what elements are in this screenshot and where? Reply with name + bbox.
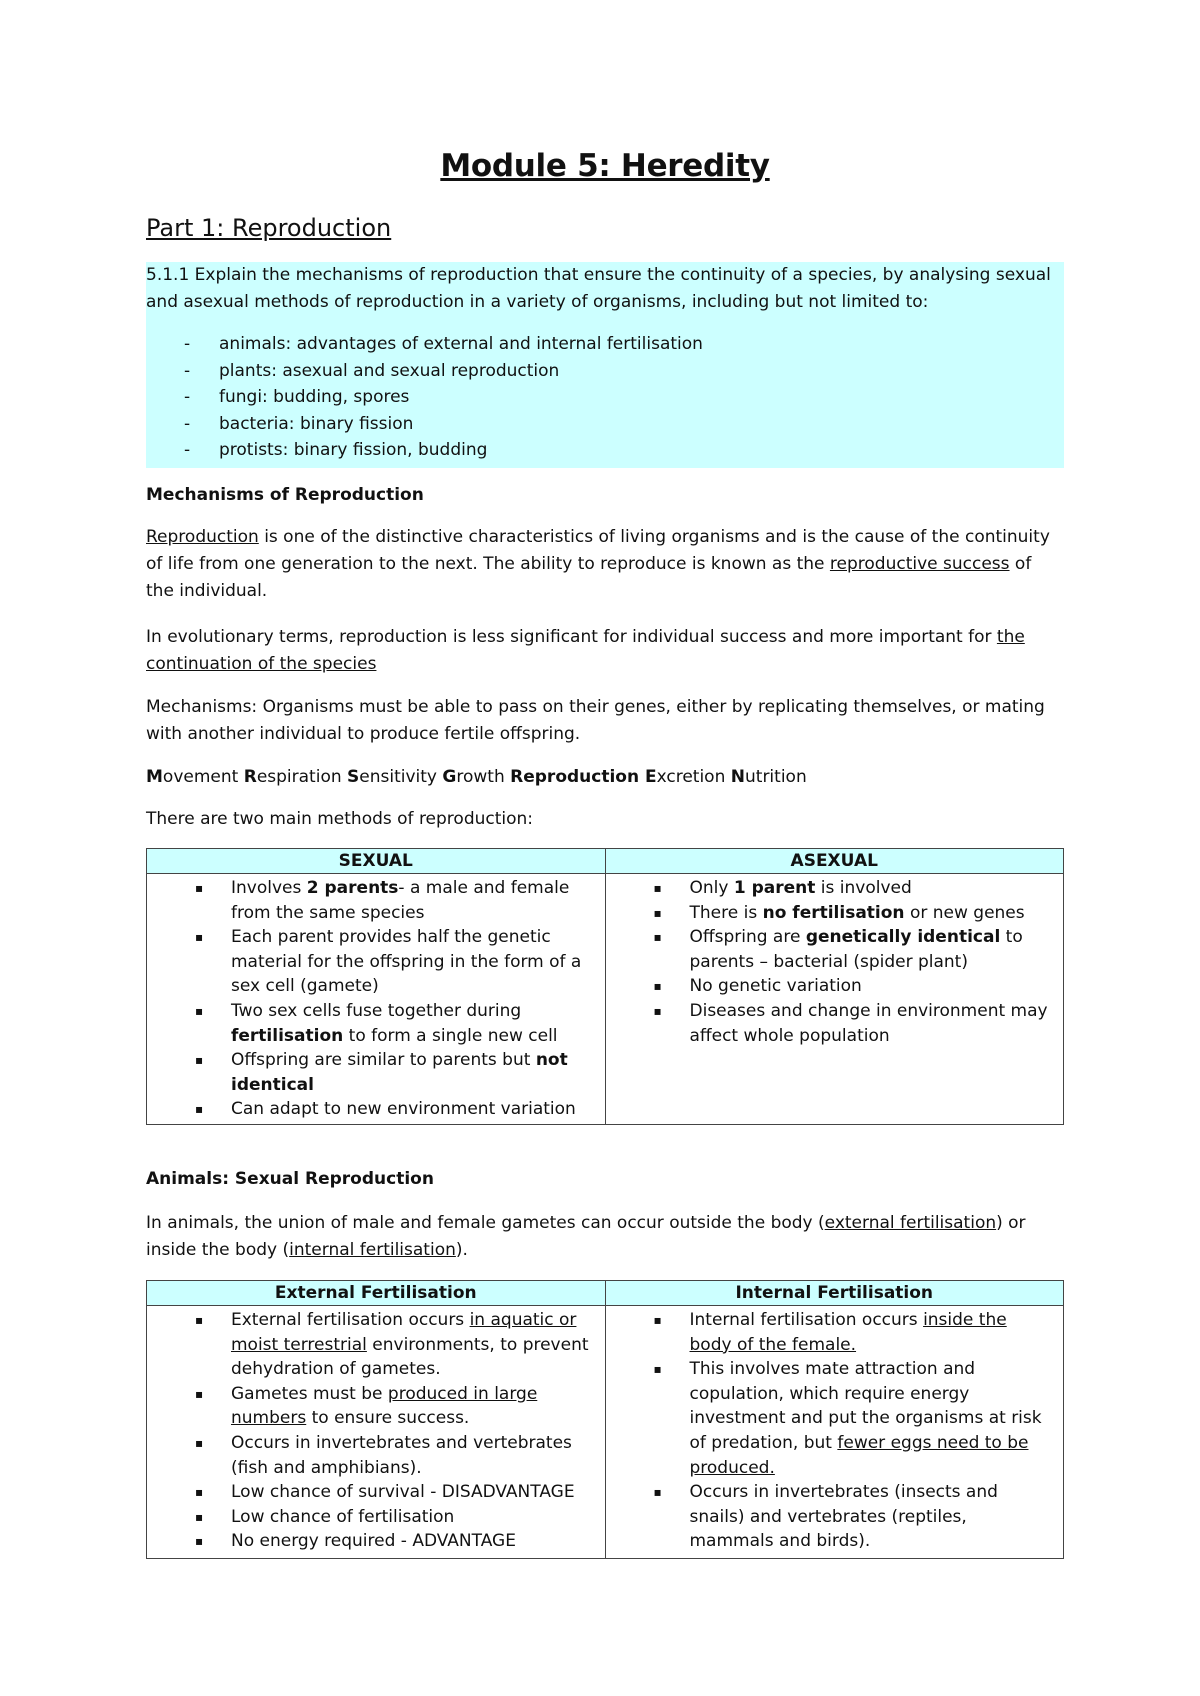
square-bullet-icon: ▪ bbox=[195, 1534, 204, 1549]
list-item: ▪ Gametes must be produced in large numbers to ensure success. bbox=[195, 1383, 538, 1429]
list-item: - animals: advantages of external and internal fertilisation bbox=[146, 331, 1064, 358]
list-item: ▪ This involves mate attraction and copulation, which require energy investment and put the organisms at risk of predation, but fewer eggs need to be produced. bbox=[653, 1359, 1042, 1478]
list-item: ▪ External fertilisation occurs in aquatic or moist terrestrial environments, to prevent dehydration of gametes. bbox=[195, 1310, 589, 1380]
header-asexual: ASEXUAL bbox=[605, 849, 1064, 874]
square-bullet-icon: ▪ bbox=[195, 1102, 204, 1117]
paragraph-animals: In animals, the union of male and female gametes can occur outside the body (external fertilisation) or inside the body (internal fertilisation). bbox=[146, 1213, 1026, 1260]
square-bullet-icon: ▪ bbox=[195, 1003, 204, 1018]
square-bullet-icon: ▪ bbox=[653, 1485, 662, 1500]
syllabus-statement: 5.1.1 Explain the mechanisms of reproduction that ensure the continuity of a species, by analysing sexual and asexual methods of reproduction in a variety of organisms, including but not limited to: bbox=[146, 265, 1051, 312]
list-item: ▪ No energy required - ADVANTAGE bbox=[147, 1529, 605, 1554]
list-item: ▪ Only 1 parent is involved bbox=[606, 876, 1064, 901]
methods-table bbox=[146, 848, 1064, 1125]
dash-bullet: - bbox=[184, 334, 191, 354]
square-bullet-icon: ▪ bbox=[653, 1313, 662, 1327]
square-bullet-icon: ▪ bbox=[195, 1386, 204, 1401]
square-bullet-icon: ▪ bbox=[653, 881, 662, 895]
table-header-row bbox=[147, 849, 1064, 874]
list-item: ▪ Occurs in invertebrates (insects and snails) and vertebrates (reptiles, mammals and birds). bbox=[653, 1482, 998, 1552]
square-bullet-icon: ▪ bbox=[195, 1485, 204, 1500]
syllabus-box bbox=[146, 262, 1064, 468]
list-item: - fungi: budding, spores bbox=[146, 384, 1064, 411]
square-bullet-icon: ▪ bbox=[653, 930, 662, 945]
square-bullet-icon: ▪ bbox=[653, 1003, 662, 1018]
table-row bbox=[147, 1306, 1064, 1559]
list-item: - protists: binary fission, budding bbox=[146, 437, 1064, 464]
paragraph-mechanisms: Mechanisms: Organisms must be able to pass on their genes, either by replicating themselves, or mating with another individual to produce fertile offspring. bbox=[146, 697, 1045, 744]
table-header-row bbox=[147, 1281, 1064, 1306]
square-bullet-icon: ▪ bbox=[195, 1509, 204, 1524]
section-heading-mechanisms: Mechanisms of Reproduction bbox=[146, 485, 424, 505]
table-row bbox=[147, 874, 1064, 1125]
paragraph-two-methods: There are two main methods of reproduction: bbox=[146, 809, 534, 829]
paragraph-evolutionary: In evolutionary terms, reproduction is less significant for individual success and more important for the continuation of the species bbox=[146, 627, 1025, 674]
page-title: Module 5: Heredity bbox=[440, 148, 770, 184]
list-item: ▪ Involves 2 parents- a male and female from the same species bbox=[195, 878, 570, 923]
dash-bullet: - bbox=[184, 413, 191, 434]
square-bullet-icon: ▪ bbox=[195, 1435, 204, 1450]
list-item: ▪ Can adapt to new environment variation bbox=[147, 1097, 605, 1122]
fertilisation-table bbox=[146, 1280, 1064, 1559]
section-heading-animals: Animals: Sexual Reproduction bbox=[146, 1169, 434, 1189]
header-sexual: SEXUAL bbox=[147, 849, 606, 874]
list-item: ▪ Offspring are genetically identical to parents – bacterial (spider plant) bbox=[653, 927, 1023, 972]
list-item: ▪ Occurs in invertebrates and vertebrates (fish and amphibians). bbox=[195, 1432, 572, 1478]
dash-bullet: - bbox=[184, 387, 191, 407]
list-item: ▪ Two sex cells fuse together during fertilisation to form a single new cell bbox=[195, 1000, 558, 1046]
list-item: ▪ Each parent provides half the genetic material for the offspring in the form of a sex cell (gamete) bbox=[195, 927, 582, 997]
sexual-cell bbox=[147, 874, 606, 1125]
square-bullet-icon: ▪ bbox=[195, 930, 204, 945]
square-bullet-icon: ▪ bbox=[195, 1053, 204, 1068]
list-item: - plants: asexual and sexual reproduction bbox=[146, 358, 1064, 385]
header-internal: Internal Fertilisation bbox=[605, 1281, 1064, 1306]
part-heading: Part 1: Reproduction bbox=[146, 214, 392, 242]
header-external: External Fertilisation bbox=[147, 1281, 606, 1306]
list-item: ▪ Internal fertilisation occurs inside the body of the female. bbox=[653, 1310, 1007, 1355]
list-item: ▪ Offspring are similar to parents but not identical bbox=[195, 1050, 568, 1095]
list-item: - bacteria: binary fission bbox=[146, 411, 1064, 438]
square-bullet-icon: ▪ bbox=[653, 905, 662, 920]
square-bullet-icon: ▪ bbox=[195, 1313, 204, 1327]
list-item: ▪ There is no fertilisation or new genes bbox=[606, 901, 1064, 926]
list-item: ▪ Low chance of fertilisation bbox=[147, 1505, 605, 1530]
square-bullet-icon: ▪ bbox=[195, 881, 204, 895]
external-cell bbox=[147, 1306, 606, 1559]
dash-bullet: - bbox=[184, 440, 191, 460]
dash-bullet: - bbox=[184, 360, 191, 381]
mrs-gren-line: Movement Respiration Sensitivity Growth Reproduction Excretion Nutrition bbox=[146, 767, 807, 787]
list-item: ▪ Low chance of survival - DISADVANTAGE bbox=[147, 1480, 605, 1505]
internal-cell bbox=[605, 1306, 1064, 1559]
list-item: ▪ No genetic variation bbox=[606, 974, 1064, 999]
square-bullet-icon: ▪ bbox=[653, 979, 662, 994]
list-item: ▪ Diseases and change in environment may affect whole population bbox=[653, 1000, 1048, 1046]
syllabus-list bbox=[146, 331, 1064, 464]
square-bullet-icon: ▪ bbox=[653, 1362, 662, 1377]
asexual-cell bbox=[605, 874, 1064, 1125]
paragraph-reproduction: Reproduction is one of the distinctive characteristics of living organisms and is the cause of the continuity of life from one generation to the next. The ability to reproduce is known as the reproductive success of the individual. bbox=[146, 527, 1050, 601]
